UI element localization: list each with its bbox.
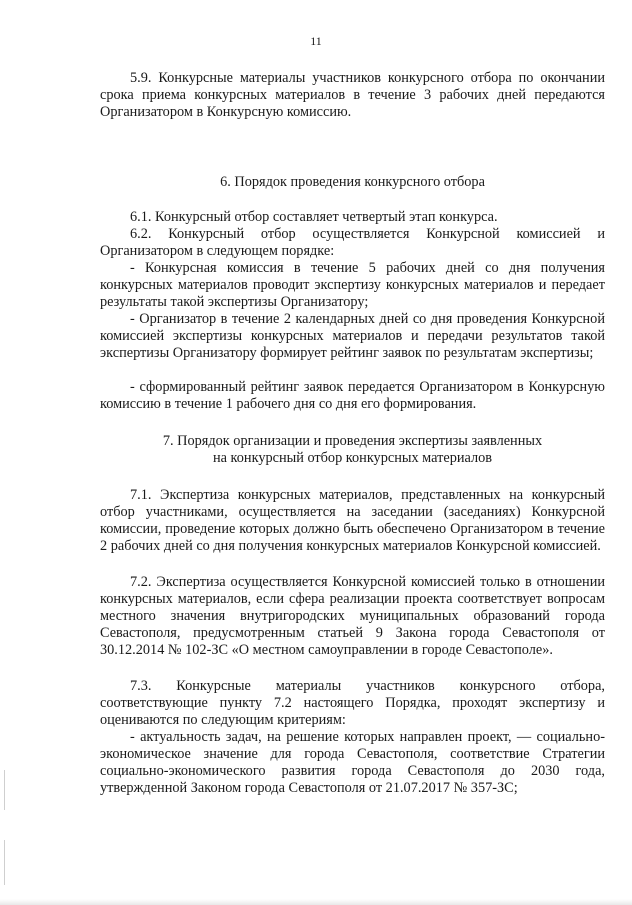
paragraph-6-1: 6.1. Конкурсный отбор составляет четвертый этап конкурса. xyxy=(130,209,498,225)
list-item-7-a: - актуальность задач, на решение которых направлен проект, — социально-экономическое значение для города Севастополя, соответствие Стратегии социально-экономического развития города Севастополя до 2030 года, утвержденной Законом города Севастополя от 21.07.2017 № 357-ЗС; xyxy=(100,729,605,796)
paragraph-7-3: 7.3. Конкурсные материалы участников конкурсного отбора, соответствующие пункту 7.2 настоящего Порядка, проходят экспертизу и оцениваются по следующим критериям: xyxy=(100,678,605,728)
scan-margin-mark xyxy=(4,770,5,810)
paragraph-6-2: 6.2. Конкурсный отбор осуществляется Конкурсной комиссией и Организатором в следующем порядке: xyxy=(100,226,605,259)
section-7-heading-line-1: 7. Порядок организации и проведения экспертизы заявленных xyxy=(162,433,543,449)
section-6-heading: 6. Порядок проведения конкурсного отбора xyxy=(220,174,485,190)
section-7-heading-line-2: на конкурсный отбор конкурсных материалов xyxy=(212,450,493,466)
list-item-6-c: - сформированный рейтинг заявок передается Организатором в Конкурсную комиссию в течение 1 рабочего дня со дня его формирования. xyxy=(100,379,605,412)
scan-bottom-edge xyxy=(0,899,632,905)
paragraph-7-2: 7.2. Экспертиза осуществляется Конкурсной комиссией только в отношении конкурсных материалов, если сфера реализации проекта соответствует вопросам местного значения внутригородских муниципальных образований города Севастополя, предусмотренным статьей 9 Закона города Севастополя от 30.12.2014 № 102-ЗС «О местном самоуправлении в городе Севастополе». xyxy=(100,574,605,658)
paragraph-5-9: 5.9. Конкурсные материалы участников конкурсного отбора по окончании срока приема конкурсных материалов в течение 3 рабочих дней передаются Организатором в Конкурсную комиссию. xyxy=(100,70,605,120)
paragraph-7-1: 7.1. Экспертиза конкурсных материалов, представленных на конкурсный отбор участниками, осуществляется на заседании (заседаниях) Конкурсной комиссии, проведение которых должно быть обеспечено Организатором в течение 2 рабочих дней со дня получения конкурсных материалов Конкурсной комиссией. xyxy=(100,487,605,554)
list-item-6-a: - Конкурсная комиссия в течение 5 рабочих дней со дня получения конкурсных материалов проводит экспертизу конкурсных материалов и передает результаты такой экспертизы Организатору; xyxy=(100,260,605,310)
scan-margin-mark-lower xyxy=(4,840,5,885)
page-number: 11 xyxy=(310,34,322,48)
section-7-heading xyxy=(100,433,605,467)
list-item-6-b: - Организатор в течение 2 календарных дней со дня проведения Конкурсной комиссией экспертизы конкурсных материалов и передачи результатов такой экспертизы Организатору формирует рейтинг заявок по результатам экспертизы; xyxy=(100,311,605,361)
